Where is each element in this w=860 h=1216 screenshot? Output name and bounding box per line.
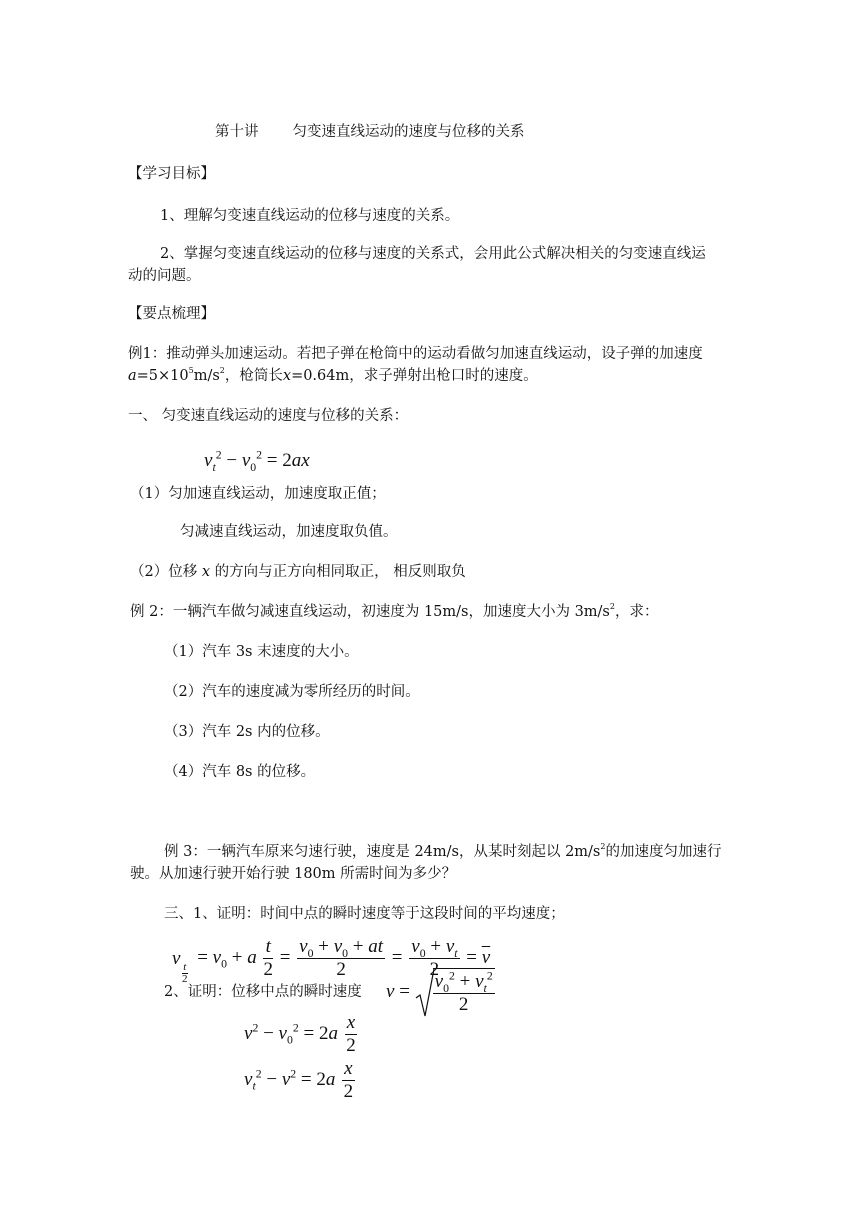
sym-0: 0: [286, 1033, 293, 1047]
example2-q4: （4）汽车 8s 的位移。: [164, 764, 316, 780]
example2-intro-end: ，求：: [614, 604, 659, 620]
sym-v: v: [278, 1022, 287, 1044]
sym-t: t: [483, 981, 487, 995]
proof1-statement: 三、1、证明：时间中点的瞬时速度等于这段时间的平均速度；: [164, 906, 565, 922]
sym-v: v: [445, 936, 455, 957]
objective-1: 1、理解匀变速直线运动的位移与速度的关系。: [160, 208, 460, 224]
sym-0: 0: [250, 460, 257, 474]
barrel-var: x: [282, 368, 292, 384]
example3-exp: 2: [600, 842, 606, 851]
sym-t: t: [454, 946, 458, 960]
sym-exp: 2: [448, 969, 455, 983]
frac-x-over-2: [342, 1058, 354, 1103]
sym-x: x: [301, 450, 310, 471]
sym-v: v: [434, 971, 444, 992]
sym-2: 2: [182, 972, 188, 985]
example2-q3: （3）汽车 2s 内的位移。: [164, 724, 330, 740]
lecture-name: 匀变速直线运动的速度与位移的关系: [292, 124, 525, 140]
sym-t: t: [265, 936, 271, 957]
sym-2: 2: [282, 450, 292, 471]
example1-line1: 例1：推动弹头加速运动。若把子弹在枪筒中的运动看做匀加速直线运动，设子弹的加速度: [128, 346, 703, 362]
sym-exp: 2: [290, 1067, 297, 1081]
sym-2: 2: [346, 1035, 356, 1056]
acc-exponent: 5: [188, 366, 194, 375]
example1-line2: [128, 366, 538, 388]
sym-vbar: $\overline{v}$: [481, 946, 491, 968]
page-title: [215, 122, 525, 142]
sym-v: v: [333, 936, 343, 957]
example2-q2: （2）汽车的速度减为零所经历的时间。: [164, 684, 420, 700]
sym-t: t: [252, 1079, 256, 1093]
acc-value: =5×10: [136, 368, 189, 384]
example2-exp: 2: [609, 602, 615, 611]
note2-prefix: （2）位移: [130, 564, 202, 580]
part1-heading: 一、 匀变速直线运动的速度与位移的关系：: [128, 408, 409, 424]
sym-v: v: [386, 981, 395, 1002]
sym-2: 2: [343, 1081, 354, 1102]
sym-v: v: [299, 936, 308, 957]
sym-a: a: [325, 1068, 336, 1090]
objective-2-line2: 动的问题。: [128, 268, 201, 284]
sym-v: v: [244, 1068, 253, 1090]
sym-v: v: [172, 947, 181, 969]
sym-exp: 2: [252, 1021, 259, 1035]
sym-0: 0: [307, 946, 314, 960]
sym-exp: 2: [292, 1021, 299, 1035]
example3-line2: 驶。从加速行驶开始行驶 180m 所需时间为多少？: [130, 866, 457, 882]
sym-a: a: [291, 450, 302, 471]
sym-exp: 2: [215, 448, 222, 462]
sym-a: a: [368, 936, 378, 957]
example3-text: 例 3：一辆汽车原来匀速行驶，速度是 24m/s，从某时刻起以 2m/s: [164, 844, 601, 860]
part1-note1b: 匀减速直线运动，加速度取负值。: [180, 524, 398, 540]
frac-t-over-2: [263, 936, 273, 981]
formula-mid-displacement-velocity: v = $\frac{v_0^2 + v_t^2}{2}$: [386, 968, 495, 1016]
acc-unit: m/s: [193, 368, 220, 384]
example2-q1: （1）汽车 3s 末速度的大小。: [164, 644, 359, 660]
sym-0: 0: [342, 946, 349, 960]
sym-v: v: [204, 450, 213, 471]
sym-x: x: [344, 1058, 353, 1079]
sym-2: 2: [336, 959, 346, 980]
example3-line1: [164, 842, 721, 864]
sym-v: v: [281, 1068, 291, 1090]
sqrt-icon: [415, 968, 435, 1020]
sym-2: 2: [429, 959, 440, 980]
sym-v: v: [241, 450, 251, 471]
sym-2: 2: [318, 1022, 329, 1044]
objective-2-line1: 2、掌握匀变速直线运动的位移与速度的关系式，会用此公式解决相关的匀变速直线运: [160, 246, 706, 262]
sym-a: a: [328, 1022, 338, 1044]
formula-second-half: $v_t^2 - v^2 = 2a$ $\frac{x}{2}$: [244, 1058, 354, 1102]
sym-t: t: [212, 460, 216, 474]
formula-velocity-displacement: $v_t^2 - v_0^2 = 2ax$: [204, 448, 310, 474]
sym-2: 2: [263, 959, 273, 980]
frac-x-over-2: [345, 1012, 357, 1057]
sym-2: 2: [458, 994, 469, 1015]
sym-t: t: [183, 960, 187, 973]
note2-suffix: 的方向与正方向相同取正， 相反则取负: [210, 564, 466, 580]
example2-intro-text: 例 2：一辆汽车做匀减速直线运动，初速度为 15m/s，加速度大小为 3m/s: [130, 604, 610, 620]
sym-v: v: [212, 946, 222, 968]
sqrt-expression: $\frac{v_0^2 + v_t^2}{2}$: [415, 968, 495, 1016]
frac-sum-over-2: $\frac{v_0 + v_0 + at}{2}$: [299, 936, 384, 980]
sym-v: v: [244, 1022, 253, 1044]
example3-text-end: 的加速度匀加速行: [605, 844, 722, 860]
formula-mid-time-velocity: v t 2 = $v_0 + a$ $\frac{t}{2}$ = $\frac{v_0 + v_0 + at}{2}$ = $\frac{v_0 + v_t}{2}$ = $\overline{v}$: [172, 936, 491, 985]
barrel-label: ，枪筒长: [224, 368, 283, 384]
sym-a: a: [247, 946, 257, 968]
objectives-heading: 【学习目标】: [128, 166, 215, 182]
sym-exp: 2: [256, 448, 263, 462]
sym-exp: 2: [486, 969, 493, 983]
note2-var: x: [201, 564, 211, 580]
proof2-statement: 2、证明：位移中点的瞬时速度: [164, 984, 362, 1000]
barrel-value: =0.64m，求子弹射出枪口时的速度。: [291, 368, 538, 384]
sym-t: t: [377, 936, 384, 957]
sym-0: 0: [221, 957, 227, 971]
sym-v: v: [411, 936, 420, 957]
sym-v: v: [475, 971, 484, 992]
acc-var: a: [128, 368, 137, 384]
formula-first-half: $v^2 - v_0^2 = 2a$ $\frac{x}{2}$: [244, 1012, 356, 1056]
part1-note2: [130, 562, 466, 582]
part1-note1: （1）匀加速直线运动，加速度取正值；: [130, 486, 386, 502]
sym-0: 0: [443, 981, 449, 995]
sym-exp: 2: [255, 1067, 262, 1081]
sym-x: x: [346, 1012, 356, 1033]
example2-intro: [130, 602, 658, 624]
key-points-heading: 【要点梳理】: [128, 306, 215, 322]
lecture-number: 第十讲: [215, 124, 259, 140]
sym-0: 0: [419, 946, 426, 960]
acc-unit-exponent: 2: [219, 366, 225, 375]
sym-2: 2: [316, 1068, 326, 1090]
frac-v0-vt-over-2: $\frac{v_0 + v_t}{2}$: [411, 936, 458, 980]
